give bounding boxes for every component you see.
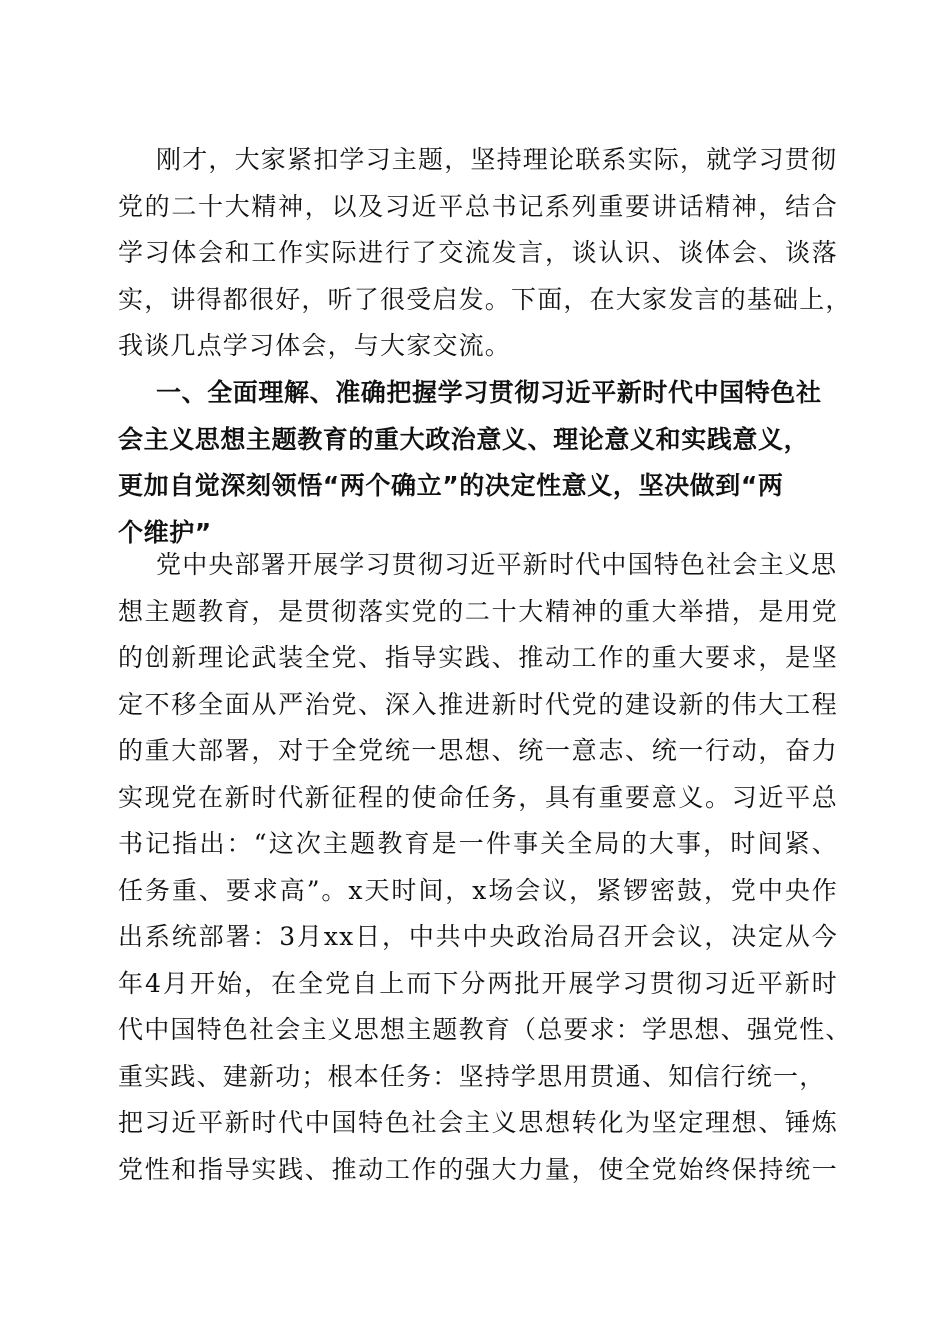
intro-paragraph xyxy=(118,137,852,370)
body-line-13: 把习近平新时代中国特色社会主义思想转化为坚定理想、锤炼 xyxy=(118,1108,838,1137)
body-line-7: 书记指出：“这次主题教育是一件事关全局的大事，时间紧、 xyxy=(118,829,838,858)
heading-line-2: 会主义思想主题教育的重大政治意义、理论意义和实践意义， xyxy=(118,424,810,454)
intro-line-5: 我谈几点学习体会，与大家交流。 xyxy=(118,331,512,360)
body-line-11: 代中国特色社会主义思想主题教育（总要求：学思想、强党性、 xyxy=(118,1015,852,1044)
body-line-4: 定不移全面从严治党、深入推进新时代党的建设新的伟大工程 xyxy=(118,689,838,719)
heading-line-3: 更加自觉深刻领悟“两个确立”的决定性意义，坚决做到“两 xyxy=(118,471,784,500)
body-line-1: 党中央部署开展学习贯彻习近平新时代中国特色社会主义思 xyxy=(156,550,838,579)
body-line-2: 想主题教育，是贯彻落实党的二十大精神的重大举措，是用党 xyxy=(118,596,838,626)
body-line-12: 重实践、建新功；根本任务：坚持学思用贯通、知信行统一， xyxy=(118,1061,826,1091)
intro-line-3: 学习体会和工作实际进行了交流发言，谈认识、谈体会、谈落 xyxy=(118,238,838,267)
body-line-14: 党性和指导实践、推动工作的强大力量，使全党始终保持统一 xyxy=(118,1154,838,1184)
intro-line-4: 实，讲得都很好，听了很受启发。下面，在大家发言的基础上， xyxy=(118,284,852,314)
heading-line-4: 个维护” xyxy=(118,517,212,547)
section-1-body xyxy=(118,542,852,1193)
body-line-3: 的创新理论武装全党、指导实践、推动工作的重大要求，是坚 xyxy=(118,643,838,672)
body-line-6: 实现党在新时代新征程的使命任务，具有重要意义。习近平总 xyxy=(118,782,838,812)
intro-line-2: 党的二十大精神，以及习近平总书记系列重要讲话精神，结合 xyxy=(118,191,838,221)
body-line-8: 任务重、要求高”。x天时间，x场会议，紧锣密鼓，党中央作 xyxy=(118,875,838,905)
body-line-10: 年4月开始，在全党自上而下分两批开展学习贯彻习近平新时 xyxy=(118,968,838,998)
heading-line-1: 一、全面理解、准确把握学习贯彻习近平新时代中国特色社 xyxy=(156,378,822,407)
body-line-5: 的重大部署，对于全党统一思想、统一意志、统一行动，奋力 xyxy=(118,736,838,765)
body-line-9: 出系统部署：3月xx日，中共中央政治局召开会议，决定从今 xyxy=(118,922,838,951)
section-1-heading xyxy=(118,370,838,556)
intro-line-1: 刚才，大家紧扣学习主题，坚持理论联系实际，就学习贯彻 xyxy=(156,145,838,174)
